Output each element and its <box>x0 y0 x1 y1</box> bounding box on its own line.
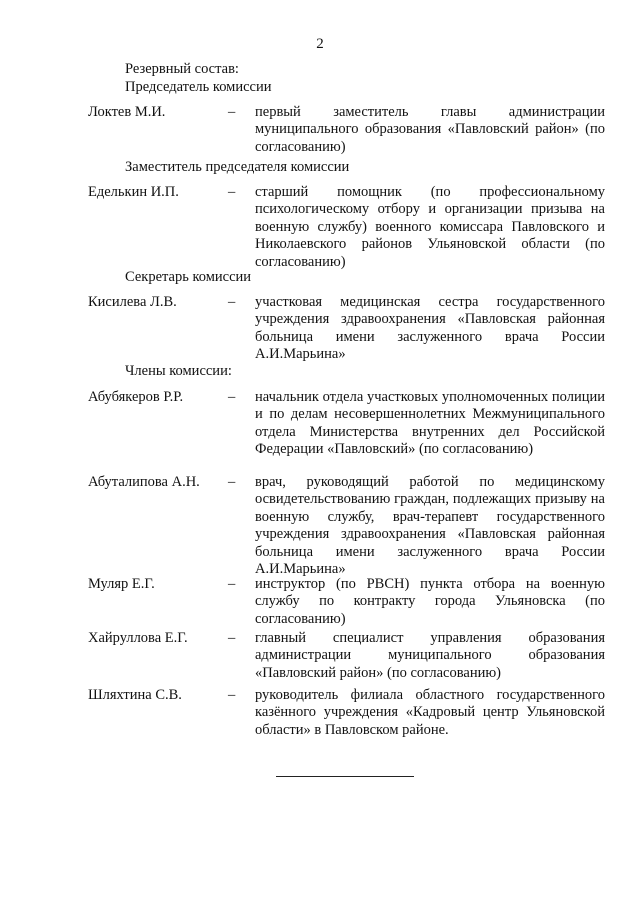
secretary-heading: Секретарь комиссии <box>125 269 252 285</box>
member-name: Кисилева Л.В. <box>88 294 177 310</box>
member-role: участковая медицинская сестра государственного учреждения здравоохранения «Павловская районная больница имени заслуженного врача России А.И.Марьина» <box>255 294 605 363</box>
members-heading: Члены комиссии: <box>125 363 232 379</box>
member-name: Еделькин И.П. <box>88 184 179 200</box>
member-role: руководитель филиала областного государственного казённого учреждения «Кадровый центр Ульяновской области» в Павловском районе. <box>255 687 605 738</box>
page-number: 2 <box>316 36 324 52</box>
dash: – <box>228 184 236 200</box>
member-role: первый заместитель главы администрации муниципального образования «Павловский район» (по согласованию) <box>255 104 605 155</box>
member-role: главный специалист управления образования администрации муниципального образования «Павловский район» (по согласованию) <box>255 630 605 681</box>
member-role: врач, руководящий работой по медицинскому освидетельствованию граждан, подлежащих призыву на военную службу, врач-терапевт государственного учреждения здравоохранения «Павловская районная больница имени заслуженного врача России А.И.Марьина» <box>255 474 605 578</box>
dash: – <box>228 474 236 490</box>
dash: – <box>228 630 236 646</box>
member-name: Абубякеров Р.Р. <box>88 389 184 405</box>
dash: – <box>228 389 236 405</box>
chairman-heading: Председатель комиссии <box>125 79 272 95</box>
reserve-heading: Резервный состав: <box>125 61 239 77</box>
member-role: инструктор (по РВСН) пункта отбора на военную службу по контракту города Ульяновска (по согласованию) <box>255 576 605 627</box>
dash: – <box>228 294 236 310</box>
member-role: начальник отдела участковых уполномоченных полиции и по делам несовершеннолетних Межмуниципального отдела Министерства внутренних дел Российской Федерации «Павловский» (по согласованию) <box>255 389 605 458</box>
dash: – <box>228 687 236 703</box>
member-name: Хайруллова Е.Г. <box>88 630 188 646</box>
member-role: старший помощник (по профессиональному психологическому отбору и организации призыва на военную службу) военного комиссара Павловского и Николаевского районов Ульяновской области (по согласованию) <box>255 184 605 270</box>
closing-divider <box>276 776 414 777</box>
dash: – <box>228 576 236 592</box>
member-name: Абуталипова А.Н. <box>88 474 200 490</box>
member-name: Муляр Е.Г. <box>88 576 155 592</box>
member-name: Шляхтина С.В. <box>88 687 182 703</box>
member-name: Локтев М.И. <box>88 104 166 120</box>
deputy-heading: Заместитель председателя комиссии <box>125 159 350 175</box>
dash: – <box>228 104 236 120</box>
